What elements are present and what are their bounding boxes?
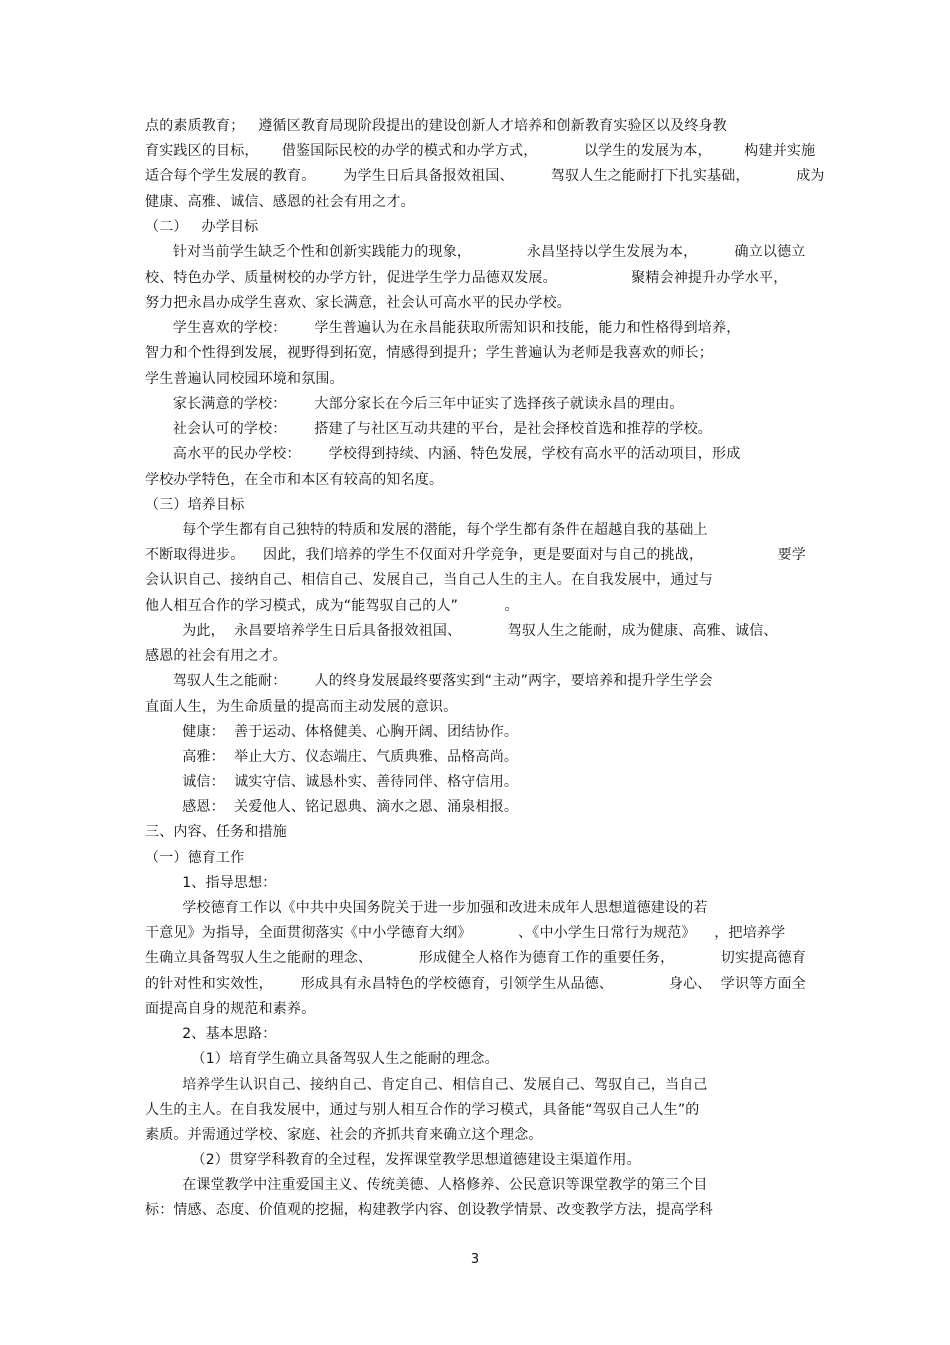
text-line: 诚信： 诚实守信、诚恳朴实、善待同伴、格守信用。 <box>145 774 519 790</box>
text-line: 会认识自己、接纳自己、相信自己、发展自己，当自己人生的主人。在自我发展中，通过与 <box>145 572 713 588</box>
text-line: 不断取得进步。 因此，我们培养的学生不仅面对升学竞争，更是要面对与自己的挑战， 要学 <box>145 547 807 563</box>
text-line: 直面人生，为生命质量的提高而主动发展的意识。 <box>145 699 458 715</box>
text-line: 在课堂教学中注重爱国主义、传统美德、人格修养、公民意识等课堂教学的第三个目 <box>145 1177 708 1193</box>
text-line: 干意见》为指导，全面贯彻落实《中小学德育大纲》 、《中小学生日常行为规范》 ，把培养学 <box>145 925 786 941</box>
text-line: 育实践区的目标， 借鉴国际民校的办学的模式和办学方式， 以学生的发展为本， 构建并实施 <box>145 143 816 159</box>
text-line: 人生的主人。在自我发展中，通过与别人相互合作的学习模式，具备能“驾驭自己人生”的 <box>145 1102 700 1118</box>
text-line: 面提高自身的规范和素养。 <box>145 1001 316 1017</box>
text-line: （三）培养目标 <box>145 497 245 513</box>
text-line: 培养学生认识自己、接纳自己、肯定自己、相信自己、发展自己、驾驭自己，当自己 <box>145 1077 708 1093</box>
text-line: 高雅： 举止大方、仪态端庄、气质典雅、品格高尚。 <box>145 749 519 765</box>
text-line: 健康、高雅、诚信、感恩的社会有用之才。 <box>145 194 415 210</box>
text-line: 感恩： 关爱他人、铭记恩典、滴水之恩、涌泉相报。 <box>145 799 519 815</box>
text-line: 三、内容、任务和措施 <box>145 824 287 840</box>
text-line: 感恩的社会有用之才。 <box>145 648 287 664</box>
text-line: 标：情感、态度、价值观的挖掘，构建教学内容、创设教学情景、改变教学方法，提高学科 <box>145 1202 713 1218</box>
text-line: 点的素质教育； 遵循区教育局现阶段提出的建设创新人才培养和创新教育实验区以及终身教 <box>145 118 727 134</box>
text-line: 1、指导思想： <box>145 875 277 891</box>
text-line: 2、基本思路： <box>145 1026 277 1042</box>
text-line: 适合每个学生发展的教育。 为学生日后具备报效祖国、 驾驭人生之能耐打下扎实基础， 成为 <box>145 168 825 184</box>
text-line: 高水平的民办学校： 学校得到持续、内涵、特色发展，学校有高水平的活动项目，形成 <box>145 446 741 462</box>
text-line: 社会认可的学校： 搭建了与社区互动共建的平台，是社会择校首选和推荐的学校。 <box>145 421 712 437</box>
text-line: 智力和个性得到发展，视野得到拓宽，情感得到提升；学生普遍认为老师是我喜欢的师长； <box>145 345 713 361</box>
text-line: （1）培育学生确立具备驾驭人生之能耐的理念。 <box>145 1051 499 1067</box>
text-line: （二） 办学目标 <box>145 219 259 235</box>
text-line: 每个学生都有自己独特的特质和发展的潜能，每个学生都有条件在超越自我的基础上 <box>145 522 708 538</box>
text-line: 他人相互合作的学习模式，成为“能驾驭自己的人” 。 <box>145 598 519 614</box>
text-line: 素质。并需通过学校、家庭、社会的齐抓共育来确立这个理念。 <box>145 1127 543 1143</box>
text-line: 努力把永昌办成学生喜欢、家长满意，社会认可高水平的民办学校。 <box>145 295 571 311</box>
text-line: 的针对性和实效性， 形成具有永昌特色的学校德育，引领学生从品德、 身心、 学识等方面全 <box>145 976 807 992</box>
text-line: 为此， 永昌要培养学生日后具备报效祖国、 驾驭人生之能耐，成为健康、高雅、诚信、 <box>145 623 778 639</box>
text-line: 健康： 善于运动、体格健美、心胸开阔、团结协作。 <box>145 724 519 740</box>
text-line: （一）德育工作 <box>145 850 245 866</box>
text-line: 驾驭人生之能耐： 人的终身发展最终要落实到“主动”两字，要培养和提升学生学会 <box>145 673 713 689</box>
text-line: 家长满意的学校： 大部分家长在今后三年中证实了选择孩子就读永昌的理由。 <box>145 396 684 412</box>
text-line: （2）贯穿学科教育的全过程，发挥课堂教学思想道德建设主渠道作用。 <box>145 1152 641 1168</box>
text-line: 针对当前学生缺乏个性和创新实践能力的现象， 永昌坚持以学生发展为本， 确立以德立 <box>145 244 806 260</box>
text-line: 学校德育工作以《中共中央国务院关于进一步加强和改进未成年人思想道德建设的若 <box>145 900 708 916</box>
page-number: 3 <box>470 1252 480 1267</box>
text-line: 校、特色办学、质量树校的办学方针，促进学生学力品德双发展。 聚精会神提升办学水平， <box>145 270 788 286</box>
text-line: 学校办学特色，在全市和本区有较高的知名度。 <box>145 472 444 488</box>
text-line: 生确立具备驾驭人生之能耐的理念、 形成健全人格作为德育工作的重要任务， 切实提高德育 <box>145 950 807 966</box>
text-line: 学生普遍认同校园环境和氛围。 <box>145 371 344 387</box>
text-line: 学生喜欢的学校： 学生普遍认为在永昌能获取所需知识和技能，能力和性格得到培养， <box>145 320 741 336</box>
